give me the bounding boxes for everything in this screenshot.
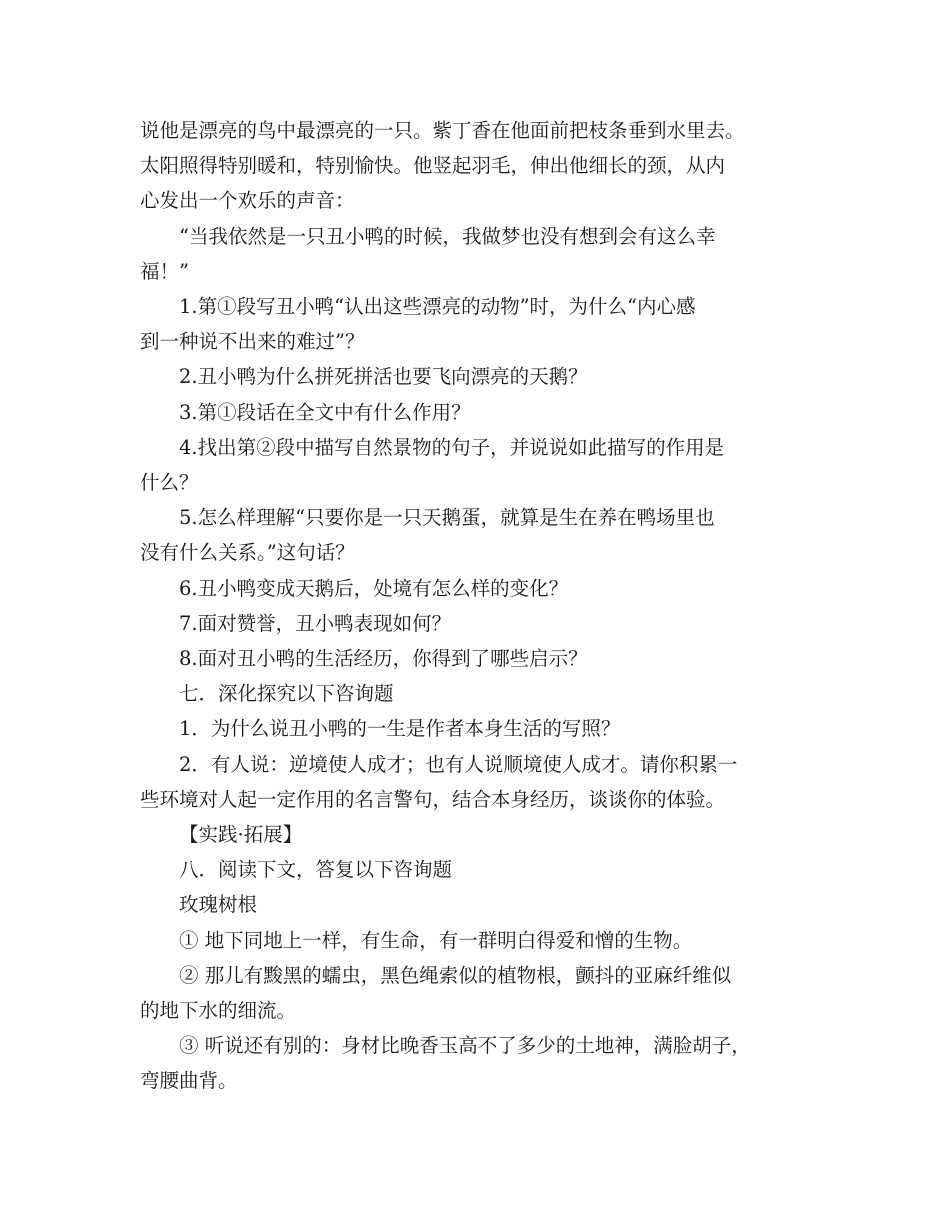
question-line: 1．为什么说丑小鸭的一生是作者本身生活的写照？ xyxy=(179,717,621,741)
text-line: 太阳照得特别暖和，特别愉快。他竖起羽毛，伸出他细长的颈，从内 xyxy=(140,154,726,178)
passage-title: 玫瑰树根 xyxy=(179,893,258,917)
passage-line: ① 地下同地上一样，有生命，有一群明白得爱和憎的生物。 xyxy=(179,928,693,952)
question-line: 到一种说不出来的难过”？ xyxy=(140,330,365,354)
text-line: 心发出一个欢乐的声音： xyxy=(140,189,355,213)
question-line: 2．有人说：逆境使人成才；也有人说顺境使人成才。请你积累一 xyxy=(179,752,738,776)
section-heading: 七．深化探究以下咨询题 xyxy=(179,682,394,706)
document-page xyxy=(140,113,820,1099)
question-line: 1.第①段写丑小鸭“认出这些漂亮的动物”时，为什么“内心感 xyxy=(179,295,696,319)
passage-line: 弯腰曲背。 xyxy=(140,1069,238,1093)
question-line: 4.找出第②段中描写自然景物的句子，并说说如此描写的作用是 xyxy=(179,435,725,459)
passage-line: ② 那儿有黢黑的蠕虫，黑色绳索似的植物根，颤抖的亚麻纤维似 xyxy=(179,963,732,987)
question-line: 5.怎么样理解“只要你是一只天鹅蛋，就算是生在养在鸭场里也 xyxy=(179,506,715,530)
question-line: 没有什么关系。”这句话？ xyxy=(140,541,355,565)
text-line: 说他是漂亮的鸟中最漂亮的一只。紫丁香在他面前把枝条垂到水里去。 xyxy=(140,119,745,142)
question-line: 些环境对人起一定作用的名言警句，结合本身经历，谈谈你的体验。 xyxy=(140,787,726,811)
text-line: “当我依然是一只丑小鸭的时候，我做梦也没有想到会有这么幸 xyxy=(179,224,716,248)
question-line: 2.丑小鸭为什么拼死拼活也要飞向漂亮的天鹅？ xyxy=(179,365,588,389)
text-line: 福！” xyxy=(140,259,189,283)
question-line: 7.面对赞誉，丑小鸭表现如何？ xyxy=(179,611,452,635)
section-heading: 【实践·拓展】 xyxy=(179,823,303,847)
question-line: 3.第①段话在全文中有什么作用？ xyxy=(179,400,471,424)
question-line: 什么？ xyxy=(140,471,199,495)
passage-line: ③ 听说还有别的：身材比晚香玉高不了多少的土地神，满脸胡子， xyxy=(179,1034,751,1058)
passage-line: 的地下水的细流。 xyxy=(140,999,297,1023)
question-line: 8.面对丑小鸭的生活经历，你得到了哪些启示？ xyxy=(179,647,588,671)
section-heading: 八．阅读下文，答复以下咨询题 xyxy=(179,858,453,882)
question-line: 6.丑小鸭变成天鹅后，处境有怎么样的变化？ xyxy=(179,576,569,600)
